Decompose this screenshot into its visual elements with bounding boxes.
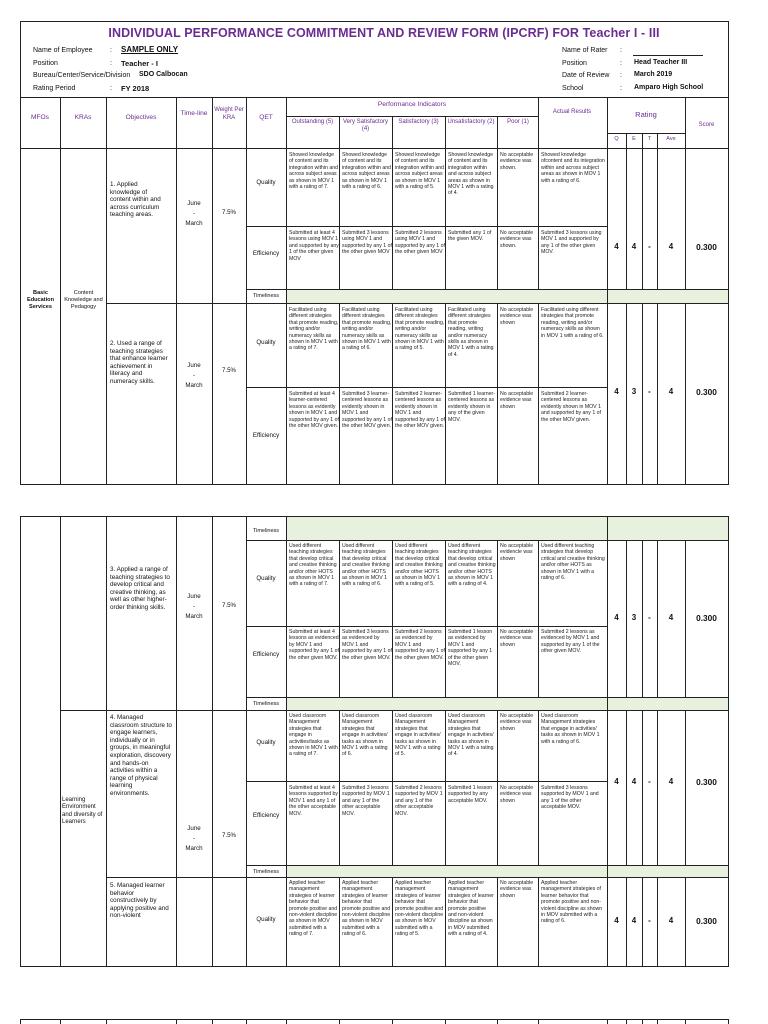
kra-content-knowledge: Content Knowledge and Pedagogy xyxy=(64,290,103,310)
indicator-outstanding: Submitted at least 4 learner-centered lessons as evidently shown in MOV 1 and supported by any 1 of the other MOV given. xyxy=(289,391,339,430)
indicator-very-satisfactory: Showed knowledge of content and its integration within and across subject areas as shown in MOV 1 with a rating of 6. xyxy=(342,152,392,191)
indicator-very-satisfactory: Facilitated using different strategies that promote reading, writing and/or numeracy skills as shown in MOV 1 with a rating of 6. xyxy=(342,307,392,352)
objective-2: 2. Used a range of teaching strategies that enhance learner achievement in literacy and numeracy skills. xyxy=(110,340,168,385)
qet-timeliness-4: Timeliness xyxy=(252,869,280,875)
bureau-value: SDO Calbocan xyxy=(139,71,188,78)
indicator-unsatisfactory: Used classroom Management strategies that engage in activities/ tasks as shown in MOV 1 with a rating of 4. xyxy=(448,713,494,758)
indicator-poor: No acceptable evidence was shown xyxy=(500,391,534,410)
col-kras: KRAs xyxy=(74,114,92,121)
weight-2: 7.5% xyxy=(221,367,237,374)
rating-ave: 4 xyxy=(668,916,674,925)
col-outstanding: Outstanding (5) xyxy=(291,119,334,125)
indicator-outstanding: Submitted at least 4 lessons as evidenced by MOV 1 and supported by any 1 of the other given MOV. xyxy=(289,629,339,661)
score: 0.300 xyxy=(696,613,717,623)
indicator-unsatisfactory: Submitted 1 lesson supported by any acceptable MOV. xyxy=(448,785,493,804)
rating-ave: 4 xyxy=(668,613,674,622)
rating-ave: 4 xyxy=(668,387,674,396)
rating-q: 4 xyxy=(614,916,619,925)
indicator-unsatisfactory: Submitted 1 lesson as evidenced by MOV 1 and supported by any 1 of the other given MOV. xyxy=(448,629,493,668)
employee-position-value: Teacher - I xyxy=(121,59,158,68)
rating-e: 4 xyxy=(631,916,637,925)
employee-position-label: Position xyxy=(33,60,58,67)
indicator-actual-result: Submitted 2 learner-centered lessons as evidently shown in MOV 1 and supported by any 1 of the other MOV given. xyxy=(541,391,601,423)
indicator-actual-result: Submitted 3 lessons supported by MOV 1 and any 1 of the other acceptable MOV. xyxy=(541,785,599,811)
colon: : xyxy=(620,85,622,92)
indicator-unsatisfactory: Submitted any 1 of the given MOV. xyxy=(448,230,492,243)
rating-period-value: FY 2018 xyxy=(121,84,150,93)
school-value: Amparo High School xyxy=(634,84,704,91)
qet-timeliness-1: Timeliness xyxy=(252,293,280,299)
indicator-unsatisfactory: Showed knowledge of content and its integration within and across subject areas as shown in MOV 1 with a rating of 4. xyxy=(448,152,494,197)
indicator-very-satisfactory: Used classroom Management strategies that engage in activities/ tasks as shown in MOV 1 with a rating of 6. xyxy=(342,713,388,758)
col-qet: QET xyxy=(259,114,273,121)
weight-4: 7.5% xyxy=(221,832,237,839)
score: 0.300 xyxy=(696,916,717,926)
qet-efficiency-2: Efficiency xyxy=(252,432,280,439)
qet-efficiency-1: Efficiency xyxy=(252,250,280,257)
indicator-outstanding: Used classroom Management strategies that engage in activities/tasks as shown in MOV 1 with a rating of 7. xyxy=(289,713,338,758)
objective-4: 4. Managed classroom structure to engage learners, individually or in groups, in meaningful exploration, discovery and hands-on activities within a range of physical learning environments. xyxy=(110,714,172,797)
colon: : xyxy=(110,47,112,54)
indicator-actual-result: Submitted 2 lessons as evidenced by MOV 1 and supported by any 1 of the other given MOV. xyxy=(541,629,600,655)
indicator-satisfactory: Submitted 2 lessons using MOV 1 and supported by any 1 of the other given MOV xyxy=(395,230,445,256)
rating-e: 4 xyxy=(631,242,637,251)
timeline-3: June - March xyxy=(185,593,203,620)
score: 0.300 xyxy=(696,242,717,252)
rating-q: 4 xyxy=(614,777,619,786)
rating-ave: 4 xyxy=(668,777,674,786)
objective-1: 1. Applied knowledge of content within and across curriculum teaching areas. xyxy=(110,181,161,219)
qet-efficiency-3: Efficiency xyxy=(252,651,280,658)
bureau-label: Bureau/Center/Service/Division xyxy=(33,72,131,79)
indicator-poor: No acceptable evidencle was shown xyxy=(500,543,534,562)
indicator-satisfactory: Submitted 2 lessons as evidenced by MOV 1 and supported by any 1 of the other given MOV. xyxy=(395,629,445,661)
form-title: INDIVIDUAL PERFORMANCE COMMITMENT AND REVIEW FORM (IPCRF) FOR Teacher I - III xyxy=(108,26,660,40)
col-e: E xyxy=(632,136,636,142)
indicator-outstanding: Used different teaching strategies that develop critical and creative thinking and/or other HOTS as shown in MOV 1 with a rating of 7. xyxy=(289,543,337,588)
col-actual-results: Actual Results xyxy=(552,109,592,115)
employee-name-value: SAMPLE ONLY xyxy=(121,45,179,54)
col-poor: Poor (1) xyxy=(507,119,529,125)
weight-3: 7.5% xyxy=(221,602,237,609)
indicator-unsatisfactory: Applied teacher management strategies of learner behavior that promote positive and non-violent discipline as shown in MOV submitted with a rating of 4. xyxy=(448,880,494,938)
qet-efficiency-4: Efficiency xyxy=(252,812,280,819)
col-mfos: MFOs xyxy=(31,114,49,121)
review-date-label: Date of Review xyxy=(562,72,610,79)
weight-1: 7.5% xyxy=(221,209,237,216)
qet-quality-4: Quality xyxy=(256,739,276,746)
timeline-2: June - March xyxy=(185,362,203,389)
indicator-actual-result: Showed knowledge ofcontent and its integration within and across subject areas as shown in MOV 1 with a rating of 6. xyxy=(541,152,605,184)
mfo-basic-education: Basic Education Services xyxy=(26,290,55,310)
indicator-poor: No acceptable evidence was shown xyxy=(500,307,534,326)
indicator-very-satisfactory: Applied teacher management strategies of learner behavior that promote positive and non-violent discipline as shown in MOV submitted with a rating of 6. xyxy=(342,880,391,938)
indicator-poor: No acceptable evidence was shown. xyxy=(500,230,534,249)
indicator-poor: No acceptable evidence was shown xyxy=(500,785,534,804)
objective-3: 3. Applied a range of teaching strategies to develop critical and creative thinking, as well as other higher-order thinking skills. xyxy=(110,566,170,611)
rating-q: 4 xyxy=(614,613,619,622)
qet-quality-2: Quality xyxy=(256,339,276,346)
indicator-outstanding: Submitted at least 4 lessons supported by MOV 1 and any 1 of the other acceptable MOV. xyxy=(289,785,339,817)
indicator-actual-result: Facilitated using different strategies that promote reading, writing and/or numeracy skills as shown in MOV 1 with a rating of 6. xyxy=(541,307,604,339)
score: 0.300 xyxy=(696,387,717,397)
indicator-outstanding: Facilitated using different strategies that promote reading, writing and/or numeracy skills as shown in MOV 1 with a rating of 7. xyxy=(289,307,339,352)
col-unsatisfactory: Unsatisfactory (2) xyxy=(447,119,495,125)
indicator-very-satisfactory: Submitted 3 learner-centered lessons as evidently shown in MOV 1 and supported by any 1 of the other MOV given. xyxy=(342,391,392,430)
col-q: Q xyxy=(614,136,619,142)
colon: : xyxy=(620,60,622,67)
indicator-satisfactory: Submitted 2 lessons supported by MOV 1 and any 1 of the other acceptable MOV. xyxy=(395,785,443,817)
score: 0.300 xyxy=(696,777,717,787)
indicator-satisfactory: Applied teacher management strategies of learner behavior that promote positive and non-violent discipline as shown in MOV submitted with a rating of 5. xyxy=(395,880,444,938)
colon: : xyxy=(110,85,112,92)
timeline-1: June - March xyxy=(185,200,203,227)
rating-t: - xyxy=(648,242,651,251)
indicator-satisfactory: Submitted 2 learner-centered lessons as evidently shown in MOV 1 and supported by any 1 of the other MOV given. xyxy=(395,391,445,430)
rating-q: 4 xyxy=(614,387,619,396)
rating-t: - xyxy=(648,387,651,396)
rating-ave: 4 xyxy=(668,242,674,251)
indicator-actual-result: Applied teacher management strategies of learner behavior that promote positive and non-violent discipline as shown in MOV submitted with a rating of 6. xyxy=(541,880,603,925)
indicator-very-satisfactory: Submitted 3 lessons supported by MOV 1 and any 1 of the other acceptable MOV. xyxy=(342,785,390,817)
col-performance-indicators: Performance Indicators xyxy=(377,101,447,108)
indicator-unsatisfactory: Facilitated using different strategies that promote reading, writing and/or numeracy skills as shown in MOV 1 with a rating of 4. xyxy=(448,307,494,358)
col-score: Score xyxy=(698,122,715,128)
rater-position-label: Position xyxy=(562,60,587,67)
rater-name-label: Name of Rater xyxy=(562,47,608,54)
indicator-actual-result: Used classroom Management strategies that engage in activities/ tasks as shown in MOV 1 with a rating of 6. xyxy=(541,713,600,745)
indicator-actual-result: Used different teaching strategies that develop critical and creative thinking and/or other HOTS as shown in MOV 1 with a rating of 6. xyxy=(541,543,605,582)
col-weight: Weight Per KRA xyxy=(214,107,244,121)
indicator-poor: No acceptable evidence was shown. xyxy=(500,152,534,171)
col-satisfactory: Satisfactory (3) xyxy=(398,119,439,125)
col-t: T xyxy=(647,136,652,142)
qet-timeliness-3: Timeliness xyxy=(252,701,280,707)
col-rating: Rating xyxy=(635,110,657,119)
indicator-satisfactory: Showed knowledge of content and its integration within and across subject areas as shown in MOV 1 with a rating of 5. xyxy=(395,152,445,191)
indicator-outstanding: Submitted at least 4 lessons using MOV 1 and supported by any 1 of the other given MOV xyxy=(289,230,339,262)
col-objectives: Objectives xyxy=(125,114,157,121)
indicator-unsatisfactory: Submitted 1 learner-centered lessons as evidently shown in any of the given MOV. xyxy=(448,391,495,423)
qet-quality-5: Quality xyxy=(256,916,276,923)
review-date-value: March 2019 xyxy=(634,71,673,78)
indicator-very-satisfactory: Submitted 3 lessons using MOV 1 and supported by any 1 of the other given MOV xyxy=(342,230,392,256)
indicator-poor: No acceptable evidence was shown xyxy=(500,880,534,899)
rating-e: 3 xyxy=(631,613,637,622)
qet-quality-3: Quality xyxy=(256,575,276,582)
objective-5: 5. Managed learner behavior constructively by applying positive and non-violent xyxy=(110,882,169,920)
colon: : xyxy=(110,60,112,67)
rating-e: 3 xyxy=(631,387,637,396)
rating-q: 4 xyxy=(614,242,619,251)
kra-learning-environment: Learning Environment and diversity of Learners xyxy=(62,797,103,826)
rating-e: 4 xyxy=(631,777,637,786)
colon: : xyxy=(620,47,622,54)
indicator-very-satisfactory: Submitted 3 lessons as evidenced by MOV 1 and supported by any 1 of the other given MOV. xyxy=(342,629,392,661)
timeline-4: June - March xyxy=(185,825,203,852)
rating-t: - xyxy=(648,613,651,622)
indicator-satisfactory: Used classroom Management strategies that engage in activities/ tasks as shown in MOV 1 with a rating of 5. xyxy=(395,713,441,758)
rater-position-value: Head Teacher III xyxy=(634,59,688,66)
indicator-very-satisfactory: Used different teaching strategies that develop critical and creative thinking and/or other HOTS as shown in MOV 1 with a rating of 6. xyxy=(342,543,390,588)
indicator-outstanding: Showed knowledge of content and its integration within and across subject areas as shown in MOV 1 with a rating of 7. xyxy=(289,152,339,191)
rating-t: - xyxy=(648,916,651,925)
indicator-poor: No acceptable evidence was shown xyxy=(500,713,534,732)
indicator-poor: No acceptable evidence was shown xyxy=(500,629,534,648)
col-very-satisfactory: Very Satisfactory (4) xyxy=(342,119,389,132)
rating-period-label: Rating Period xyxy=(33,85,76,92)
indicator-satisfactory: Facilitated using different strategies that promote reading, writing and/or numeracy skills as shown in MOV 1 with a rating of 5. xyxy=(395,307,445,352)
qet-timeliness-2: Timeliness xyxy=(252,528,280,534)
indicator-unsatisfactory: Used different teaching strategies that develop critical and creative thinking and/or other HOTS as shown in MOV 1 with a rating of 4. xyxy=(448,543,496,588)
col-ave: Ave xyxy=(666,136,676,142)
employee-name-label: Name of Employee xyxy=(33,47,93,54)
rating-t: - xyxy=(648,777,651,786)
indicator-outstanding: Applied teacher management strategies of learner behavior that promote positive and non-violent discipline as shown in MOV submitted with a rating of 7. xyxy=(289,880,338,938)
school-label: School xyxy=(562,85,584,92)
indicator-actual-result: Submitted 3 lessons using MOV 1 and supported by any 1 of the other given MOV. xyxy=(541,230,602,256)
indicator-satisfactory: Used different teaching strategies that develop critical and creative thinking and/or other HOTS as shown in MOV 1 with a rating of 5. xyxy=(395,543,443,588)
colon: : xyxy=(620,72,622,79)
col-timeline: Time-line xyxy=(180,110,208,117)
qet-quality-1: Quality xyxy=(256,179,276,186)
